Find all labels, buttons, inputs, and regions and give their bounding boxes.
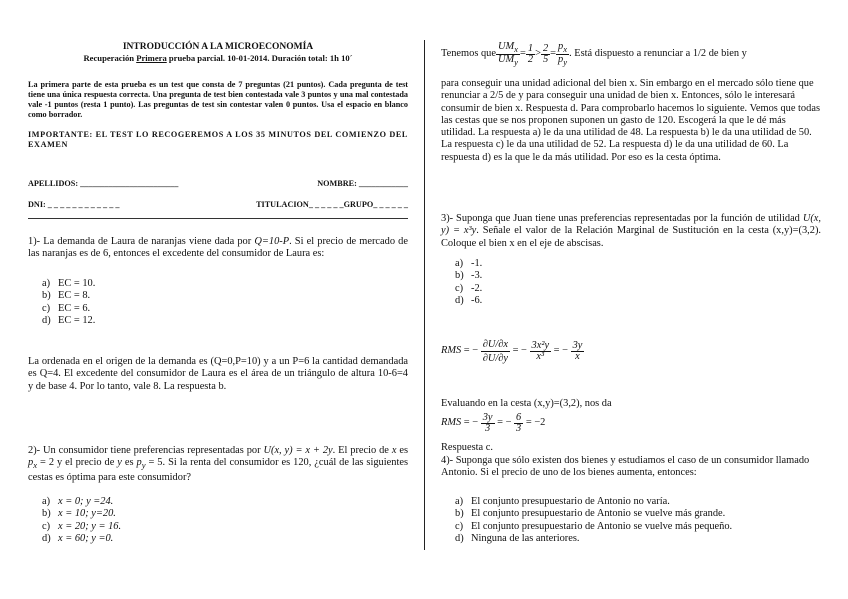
rms-expanded-fraction: $\frac{\text{3x²y}}{\text{x³}}$ xyxy=(531,340,550,362)
exam-title: INTRODUCCIÓN A LA MICROECONOMÍA xyxy=(122,42,314,52)
q1-option-b[interactable]: b) EC = 8. xyxy=(42,290,91,302)
one-half-fraction: $\frac{1}{2}$ xyxy=(527,43,534,66)
id-fields xyxy=(28,200,408,210)
question-4-options xyxy=(441,496,821,545)
rms-simplified-fraction: $\frac{3y}{x}$ xyxy=(572,340,583,362)
q1-option-a[interactable]: a) EC = 10. xyxy=(42,278,96,289)
px-over-py-fraction: $\frac{p_x}{p_y}$ xyxy=(558,41,568,68)
rms-evaluation-text: Evaluando en la cesta (x,y)=(3,2), nos da xyxy=(441,398,612,409)
important-note: IMPORTANTE: EL TEST LO RECOGEREMOS A LOS 35 MINUTOS DEL COMIENZO DEL EXAMEN xyxy=(28,130,408,149)
rms-eval-fraction-1: $\frac{3y}{3}$ xyxy=(482,412,493,434)
rms-eval-fraction-2: $\frac{6}{3}$ xyxy=(516,412,522,434)
q3-option-a[interactable]: a) -1. xyxy=(455,258,483,269)
question-2-answer-text: para conseguir una unidad adicional del bien x. Sin embargo en el mercado sólo tiene que renunciar a 2/5 de y para conseguir una unidad de bien x. Entonces, sólo le interesará consumir de bien x. Respuesta d. Para comprobarlo hacemos lo siguiente. Vemos que todas las cestas que se nos proponen suponen un gasto de 120. Escogerá la que le dé más utilidad. La respuesta a) le da una utilidad de 48. La respuesta b) le da una utilidad de 50. La respuesta c) le da una utilidad de 52. La respuesta d) le da una utilidad de 60. La respuesta d) es la que le da más utilidad. Por eso es la cesta óptima. xyxy=(441,78,820,163)
question-3-options xyxy=(441,258,821,307)
rms-formula: RMS = − $\frac{\partial U/\partial x}{\partial U/\partial y}$ = − $\frac{\text{3x²y}}{\text{x³}}$ = − $\frac{3y}{x}$ xyxy=(441,339,583,364)
question-2-answer-formula: Tenemos que $\frac{UM_x}{UM_y}$ = $\frac{1}{2}$ > $\frac{2}{5}$ = $\frac{p_x}{p_y}$ . Está dispuesto a renunciar a 1/2 de bien y xyxy=(441,41,747,68)
rms-partial-fraction: $\frac{\partial U/\partial x}{\partial U/\partial y}$ xyxy=(482,339,508,364)
rms-evaluated-formula: RMS = − $\frac{3y}{3}$ = − $\frac{6}{3}$ = −2 xyxy=(441,412,546,434)
q3-option-c[interactable]: c) -2. xyxy=(455,282,483,294)
dni-field[interactable]: DNI: _ _ _ _ _ _ _ _ _ _ _ _ xyxy=(28,200,120,209)
nombre-field[interactable]: NOMBRE: ____________ xyxy=(317,179,408,188)
q3-option-d[interactable]: d) -6. xyxy=(455,294,483,306)
q4-option-a[interactable]: a) El conjunto presupuestario de Antonio no varía. xyxy=(455,496,670,507)
q2-option-b[interactable]: b) x = 10; y=20. xyxy=(42,508,116,520)
question-1-options xyxy=(28,278,408,327)
q1-option-d[interactable]: d) EC = 12. xyxy=(42,314,96,326)
instructions-text: La primera parte de esta prueba es un test que consta de 7 preguntas (21 puntos). Cada pregunta de test tiene una única respuesta correcta. Una pregunta de test bien contestada vale 3 puntos y una mal contestada vale -1 puntos (resta 1 punto). Las preguntas de test sin contestar valen 0 puntos. Usa el espacio en blanco como borrador. xyxy=(28,80,408,119)
question-3-text: 3)- Suponga que Juan tiene unas preferencias representadas por la función de utilidad U(x, y) = x³y. Señale el valor de la Relación Marginal de Sustitución en la cesta (x,y)=(3,2). Coloque el bien x en el eje de abscisas. xyxy=(441,213,822,249)
mux-over-muy-fraction: $\frac{UM_x}{UM_y}$ xyxy=(497,41,518,68)
question-4-text: 4)- Suponga que sólo existen dos bienes y estudiamos el caso de un consumidor llamado Antonio. Si el precio de uno de los bienes aumenta, entonces: xyxy=(441,455,810,479)
question-2-options xyxy=(28,496,408,545)
name-fields xyxy=(28,179,408,189)
q2-option-d[interactable]: d) x = 60; y =0. xyxy=(42,532,114,544)
q4-option-d[interactable]: d) Ninguna de las anteriores. xyxy=(455,532,580,544)
two-fifths-fraction: $\frac{2}{5}$ xyxy=(542,43,549,66)
form-separator xyxy=(28,218,408,219)
question-1-text: 1)- La demanda de Laura de naranjas viene dada por Q=10-P. Si el precio de mercado de las naranjas es de 6, entonces el excedente del consumidor de Laura es: xyxy=(28,236,408,260)
q2-option-c[interactable]: c) x = 20; y = 16. xyxy=(42,520,122,532)
q4-option-c[interactable]: c) El conjunto presupuestario de Antonio se vuelve más pequeño. xyxy=(455,520,733,532)
apellidos-field[interactable]: APELLIDOS: ________________________ xyxy=(28,179,179,188)
titulacion-grupo-field[interactable]: TITULACION_ _ _ _ _ _GRUPO_ _ _ _ _ _ xyxy=(256,200,408,209)
q3-option-b[interactable]: b) -3. xyxy=(455,270,483,282)
exam-subtitle: Recuperación Primera prueba parcial. 10-01-2014. Duración total: 1h 10´ xyxy=(83,53,353,63)
q1-option-c[interactable]: c) EC = 6. xyxy=(42,302,91,314)
q2-option-a[interactable]: a) x = 0; y =24. xyxy=(42,496,114,507)
q4-option-b[interactable]: b) El conjunto presupuestario de Antonio se vuelve más grande. xyxy=(455,508,726,520)
question-1-answer: La ordenada en el origen de la demanda es (Q=0,P=10) y a un P=6 la cantidad demandada es Q=4. El excedente del consumidor de Laura es el área de un triángulo de altura 10-6=4 y de base 4. Por lo tanto, vale 8. La respuesta b. xyxy=(28,356,408,392)
column-divider xyxy=(424,40,425,550)
question-3-answer: Respuesta c. xyxy=(441,442,493,453)
question-2-text: 2)- Un consumidor tiene preferencias representadas por U(x, y) = x + 2y. El precio de x es $p_x = 2$ y el precio de y es $p_y = 5$. Si la renta del consumidor es 120, ¿cuál de las siguientes cestas es óptima para este consumidor? xyxy=(28,445,408,483)
